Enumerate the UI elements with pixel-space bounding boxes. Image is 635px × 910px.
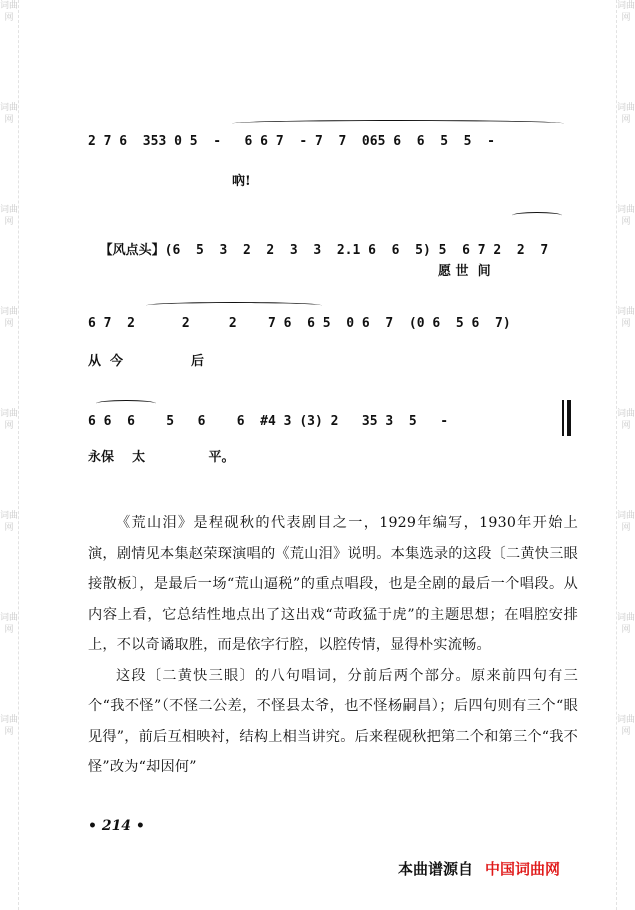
watermark-right: 词曲网 词曲网 词曲网 词曲网 词曲网 词曲网 词曲网 词曲网: [616, 0, 635, 910]
phrase-slur: [146, 302, 322, 309]
phrase-slur: [232, 120, 564, 127]
paragraph-1: 《荒山泪》是程砚秋的代表剧目之一，1929年编写，1930年开始上演，剧情见本集赵荣琛演唱的《荒山泪》说明。本集选录的这段〔二黄快三眼接散板〕，是最后一场“荒山逼税”的重点唱段，也是全剧的最后一个唱段。从内容上看，它总结性地点出了这出戏“苛政猛于虎”的主题思想；在唱腔安排上，不以奇谲取胜，而是依字行腔，以腔传情，显得朴实流畅。: [88, 515, 578, 653]
page-number: • 214 •: [88, 818, 145, 834]
score-line-3: 6 7 2 2 2 7 6 6 5 0 6 7 (0 6 5 6 7): [88, 316, 511, 331]
score-line-2: [84, 224, 574, 258]
score-line-1: 2 7 6 353 0 5 - 6 6 7 - 7 7 065 6 6 5 5 -: [88, 134, 495, 149]
final-barline: [567, 400, 571, 436]
score-notes: (6 5 3 2 2 3 3 2.1 6 6 5) 5 6 7 2 2 7: [164, 243, 549, 258]
site-link[interactable]: 中国词曲网: [485, 860, 561, 878]
lyric-line-4: 永保 太 平。: [88, 450, 235, 465]
phrase-slur: [512, 212, 562, 219]
lyric-line-3: 从 今 后: [88, 354, 204, 369]
watermark-left: 词曲网 词曲网 词曲网 词曲网 词曲网 词曲网 词曲网 词曲网: [0, 0, 19, 910]
commentary: [88, 508, 578, 783]
source-credit: [398, 858, 560, 879]
score-label: 【风点头】: [99, 243, 165, 258]
lyric-line-2: 愿 世 间: [438, 264, 491, 279]
phrase-slur: [96, 400, 156, 407]
score-line-4: 6 6 6 5 6 6 #4 3 (3) 2 35 3 5 -: [88, 414, 449, 429]
lyric-line-1: 吶!: [232, 174, 251, 189]
paragraph-2: 这段〔二黄快三眼〕的八句唱词，分前后两个部分。原来前四句有三个“我不怪”（不怪二公差，不怪县太爷，也不怪杨嗣昌）；后四句则有三个“眼见得”，前后互相映衬，结构上相当讲究。后来程砚秋把第二个和第三个“我不怪”改为“却因何”: [88, 667, 578, 775]
credit-prefix: 本曲谱源自: [398, 860, 474, 878]
barline: [562, 400, 564, 436]
